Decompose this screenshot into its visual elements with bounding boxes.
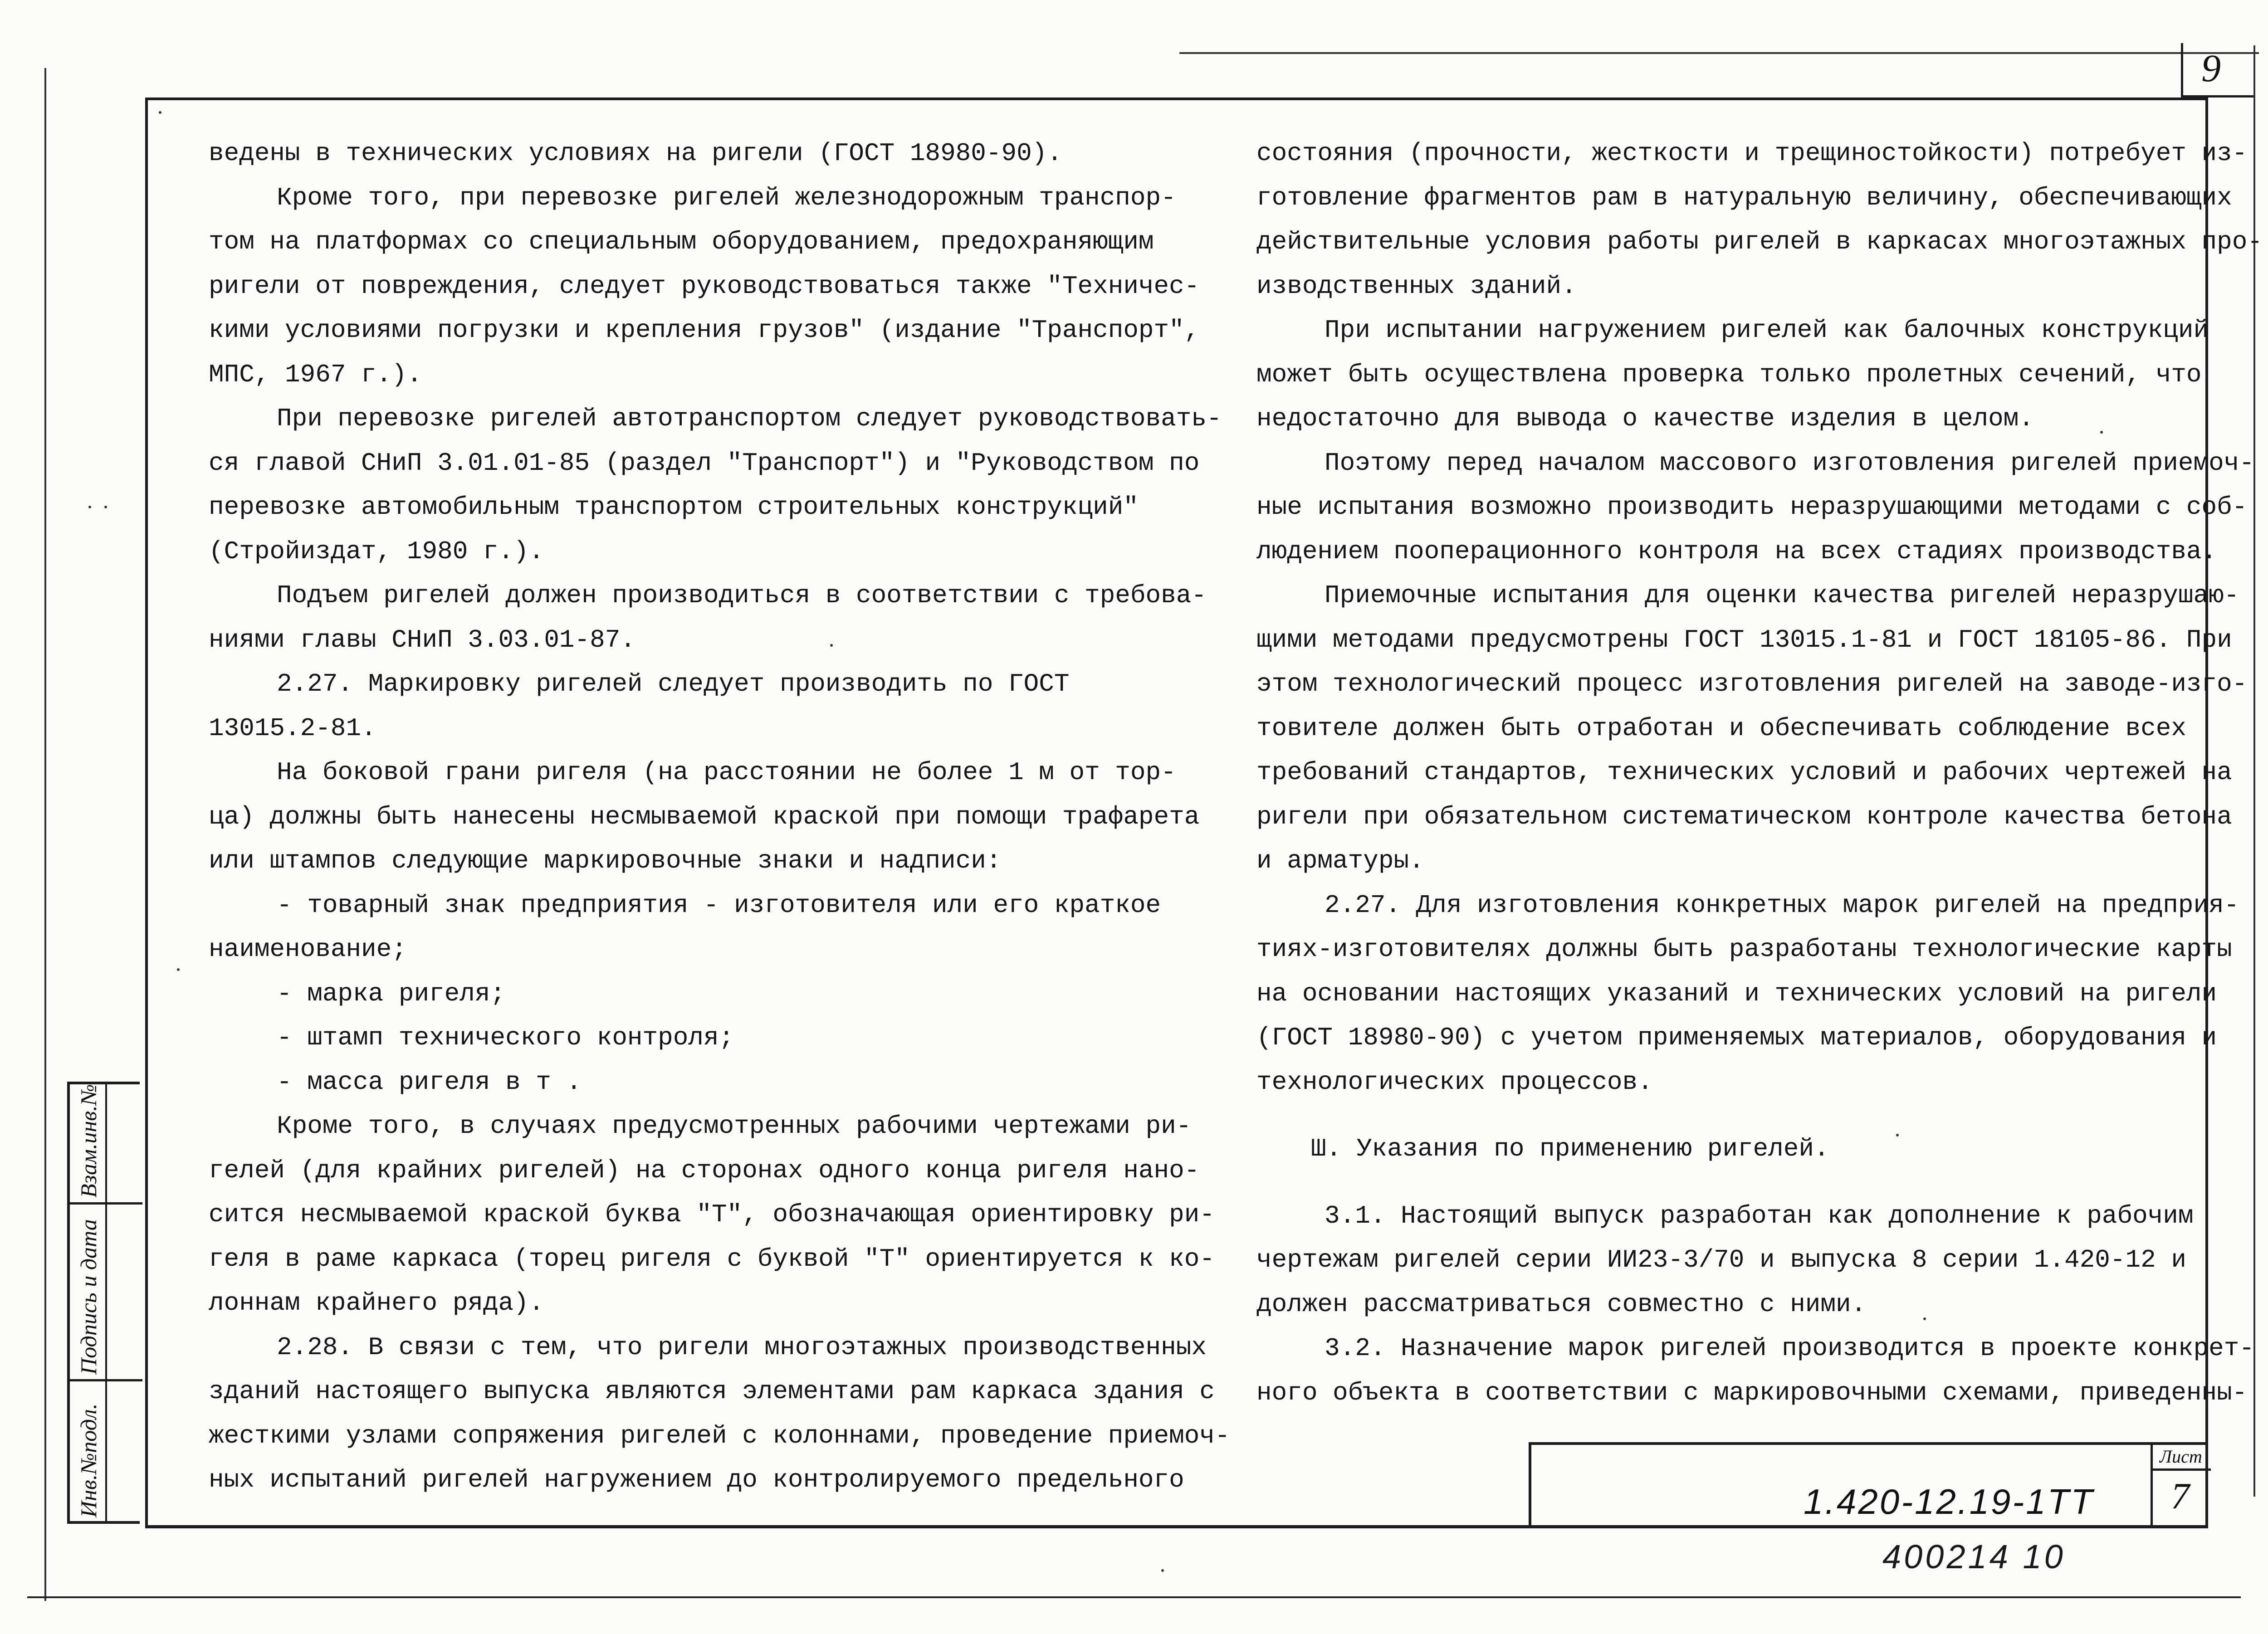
left-text-column bbox=[209, 132, 1230, 1502]
text-line: жесткими узлами сопряжения ригелей с колоннами, проведение приемоч- bbox=[209, 1421, 1230, 1450]
text-line: 3.2. Назначение марок ригелей производится в проекте конкрет- bbox=[1325, 1334, 2254, 1363]
text-line: Поэтому перед началом массового изготовления ригелей приемоч- bbox=[1325, 448, 2254, 478]
text-line: должен рассматриваться совместно с ними. bbox=[1256, 1289, 1867, 1319]
text-line: этом технологический процесс изготовления ригелей на заводе-изго- bbox=[1256, 669, 2248, 698]
outer-top-border bbox=[1179, 52, 2259, 54]
side-label-signature-date: Подпись и дата bbox=[76, 1219, 101, 1375]
text-line: ных испытаний ригелей нагружением до контролируемого предельного bbox=[209, 1465, 1184, 1494]
text-line: ца) должны быть нанесены несмываемой краской при помощи трафарета bbox=[209, 802, 1200, 831]
side-label-inv-orig: Инв.№подл. bbox=[76, 1403, 101, 1517]
text-line: ригели при обязательном систематическом контроле качества бетона bbox=[1256, 802, 2232, 831]
text-line: (ГОСТ 18980-90) с учетом применяемых материалов, оборудования и bbox=[1256, 1023, 2217, 1052]
text-line: перевозке автомобильным транспортом строительных конструкций" bbox=[209, 493, 1139, 522]
text-line: ниями главы СНиП 3.03.01-87. bbox=[209, 625, 635, 654]
spacer bbox=[1256, 1171, 2164, 1194]
scan-speck bbox=[2100, 431, 2103, 434]
sheet-number: 9 bbox=[2201, 46, 2221, 90]
outer-left-border bbox=[44, 68, 46, 1601]
outer-bottom-border bbox=[27, 1596, 2241, 1598]
text-line: При испытании нагружением ригелей как балочных конструкций bbox=[1325, 316, 2209, 345]
text-line: Подъем ригелей должен производиться в соответствии с требова- bbox=[277, 581, 1207, 610]
text-line: Кроме того, при перевозке ригелей железнодорожным транспор- bbox=[277, 183, 1176, 212]
text-line: На боковой грани ригеля (на расстоянии не более 1 м от тор- bbox=[277, 758, 1176, 787]
text-line: может быть осуществлена проверка только пролетных сечений, что bbox=[1256, 360, 2202, 389]
stamp-subdivider bbox=[2151, 1468, 2211, 1471]
text-line: 13015.2-81. bbox=[209, 713, 376, 743]
text-line: людением пооперационного контроля на всех стадиях производства. bbox=[1256, 537, 2217, 566]
text-line: недостаточно для вывода о качестве изделия в целом. bbox=[1256, 404, 2034, 433]
text-line: технологических процессов. bbox=[1256, 1067, 1653, 1097]
text-line: гелей (для крайних ригелей) на сторонах одного конца ригеля нано- bbox=[209, 1156, 1200, 1185]
document-code: 1.420-12.19-1ТТ bbox=[1804, 1482, 2095, 1522]
text-line: и арматуры. bbox=[1256, 846, 1424, 875]
text-line: том на платформах со специальным оборудованием, предохраняющим bbox=[209, 227, 1154, 256]
spacer bbox=[1256, 1104, 2164, 1127]
sheet-label: Лист bbox=[2160, 1446, 2202, 1467]
text-line: ведены в технических условиях на ригели (ГОСТ 18980-90). bbox=[209, 139, 1062, 168]
scan-speck bbox=[104, 506, 107, 508]
text-line: состояния (прочности, жесткости и трещиностойкости) потребует из- bbox=[1256, 139, 2248, 168]
text-line: ные испытания возможно производить неразрушающими методами с соб- bbox=[1256, 493, 2248, 522]
text-line: на основании настоящих указаний и технических условий на ригели bbox=[1256, 979, 2217, 1008]
text-line: кими условиями погрузки и крепления грузов" (издание "Транспорт", bbox=[209, 316, 1200, 345]
stamp-divider bbox=[2151, 1445, 2153, 1528]
right-text-column bbox=[1256, 132, 2263, 1415]
side-approval-stamp bbox=[67, 1082, 140, 1524]
scan-speck bbox=[830, 644, 833, 647]
text-line: 2.27. Для изготовления конкретных марок ригелей на предприя- bbox=[1325, 890, 2239, 920]
text-line: - марка ригеля; bbox=[277, 979, 506, 1008]
side-label-replace-inv: Взам.инв.№ bbox=[76, 1084, 101, 1198]
text-line: геля в раме каркаса (торец ригеля с буквой "Т" ориентируется к ко- bbox=[209, 1244, 1215, 1273]
text-line: щими методами предусмотрены ГОСТ 13015.1-81 и ГОСТ 18105-86. При bbox=[1256, 625, 2232, 654]
sheet-number-box bbox=[2181, 43, 2253, 98]
text-line: тиях-изготовителях должны быть разработаны технологические карты bbox=[1256, 935, 2232, 964]
text-line: готовление фрагментов рам в натуральную величину, обеспечивающих bbox=[1256, 183, 2232, 212]
sheet-page-number: 7 bbox=[2171, 1475, 2190, 1517]
scan-speck bbox=[88, 506, 91, 508]
text-line: - штамп технического контроля; bbox=[277, 1023, 734, 1052]
text-line: 2.27. Маркировку ригелей следует производить по ГОСТ bbox=[277, 669, 1070, 698]
text-line: лоннам крайнего ряда). bbox=[209, 1288, 544, 1317]
text-line: товителе должен быть отработан и обеспечивать соблюдение всех bbox=[1256, 713, 2186, 743]
text-line: ного объекта в соответствии с маркировочными схемами, приведенны- bbox=[1256, 1378, 2248, 1407]
scan-speck bbox=[159, 111, 161, 114]
text-line: требований стандартов, технических условий и рабочих чертежей на bbox=[1256, 758, 2232, 787]
text-line: Кроме того, в случаях предусмотренных рабочими чертежами ри- bbox=[277, 1112, 1192, 1141]
text-line: 2.28. В связи с тем, что ригели многоэтажных производственных bbox=[277, 1332, 1207, 1362]
inventory-code: 400214 10 bbox=[1882, 1538, 2066, 1575]
text-line: зданий настоящего выпуска являются элементами рам каркаса здания с bbox=[209, 1377, 1215, 1406]
scan-speck bbox=[1923, 1317, 1926, 1320]
side-stamp-divider bbox=[105, 1084, 107, 1521]
text-line: - товарный знак предприятия - изготовителя или его краткое bbox=[277, 890, 1161, 920]
scan-speck bbox=[1161, 1569, 1164, 1572]
scan-speck bbox=[1896, 1134, 1899, 1136]
outer-right-border bbox=[2253, 45, 2255, 1497]
text-line: МПС, 1967 г.). bbox=[209, 360, 422, 389]
text-line: сится несмываемой краской буква "Т", обозначающая ориентировку ри- bbox=[209, 1200, 1215, 1229]
text-line: или штампов следующие маркировочные знаки и надписи: bbox=[209, 846, 1002, 875]
scan-speck bbox=[177, 968, 180, 971]
text-line: 3.1. Настоящий выпуск разработан как дополнение к рабочим bbox=[1325, 1201, 2194, 1230]
text-line: Приемочные испытания для оценки качества ригелей неразрушаю- bbox=[1325, 581, 2239, 610]
text-line: чертежам ригелей серии ИИ23-3/70 и выпуска 8 серии 1.420-12 и bbox=[1256, 1245, 2186, 1274]
text-line: (Стройиздат, 1980 г.). bbox=[209, 537, 544, 566]
side-stamp-row-line bbox=[70, 1202, 142, 1205]
text-line: изводственных зданий. bbox=[1256, 271, 1577, 301]
text-line: ся главой СНиП 3.01.01-85 (раздел "Транспорт") и "Руководством по bbox=[209, 448, 1200, 478]
text-line: При перевозке ригелей автотранспортом следует руководствовать- bbox=[277, 404, 1222, 433]
title-block-stamp bbox=[1529, 1442, 2208, 1528]
text-line: - масса ригеля в т . bbox=[277, 1067, 582, 1097]
text-line: наименование; bbox=[209, 935, 407, 964]
text-line: действительные условия работы ригелей в каркасах многоэтажных про- bbox=[1256, 227, 2263, 256]
side-stamp-row-line bbox=[70, 1379, 142, 1381]
text-line: ригели от повреждения, следует руководствоваться также "Техничес- bbox=[209, 271, 1200, 301]
section-heading: Ш. Указания по применению ригелей. bbox=[1311, 1134, 1829, 1163]
